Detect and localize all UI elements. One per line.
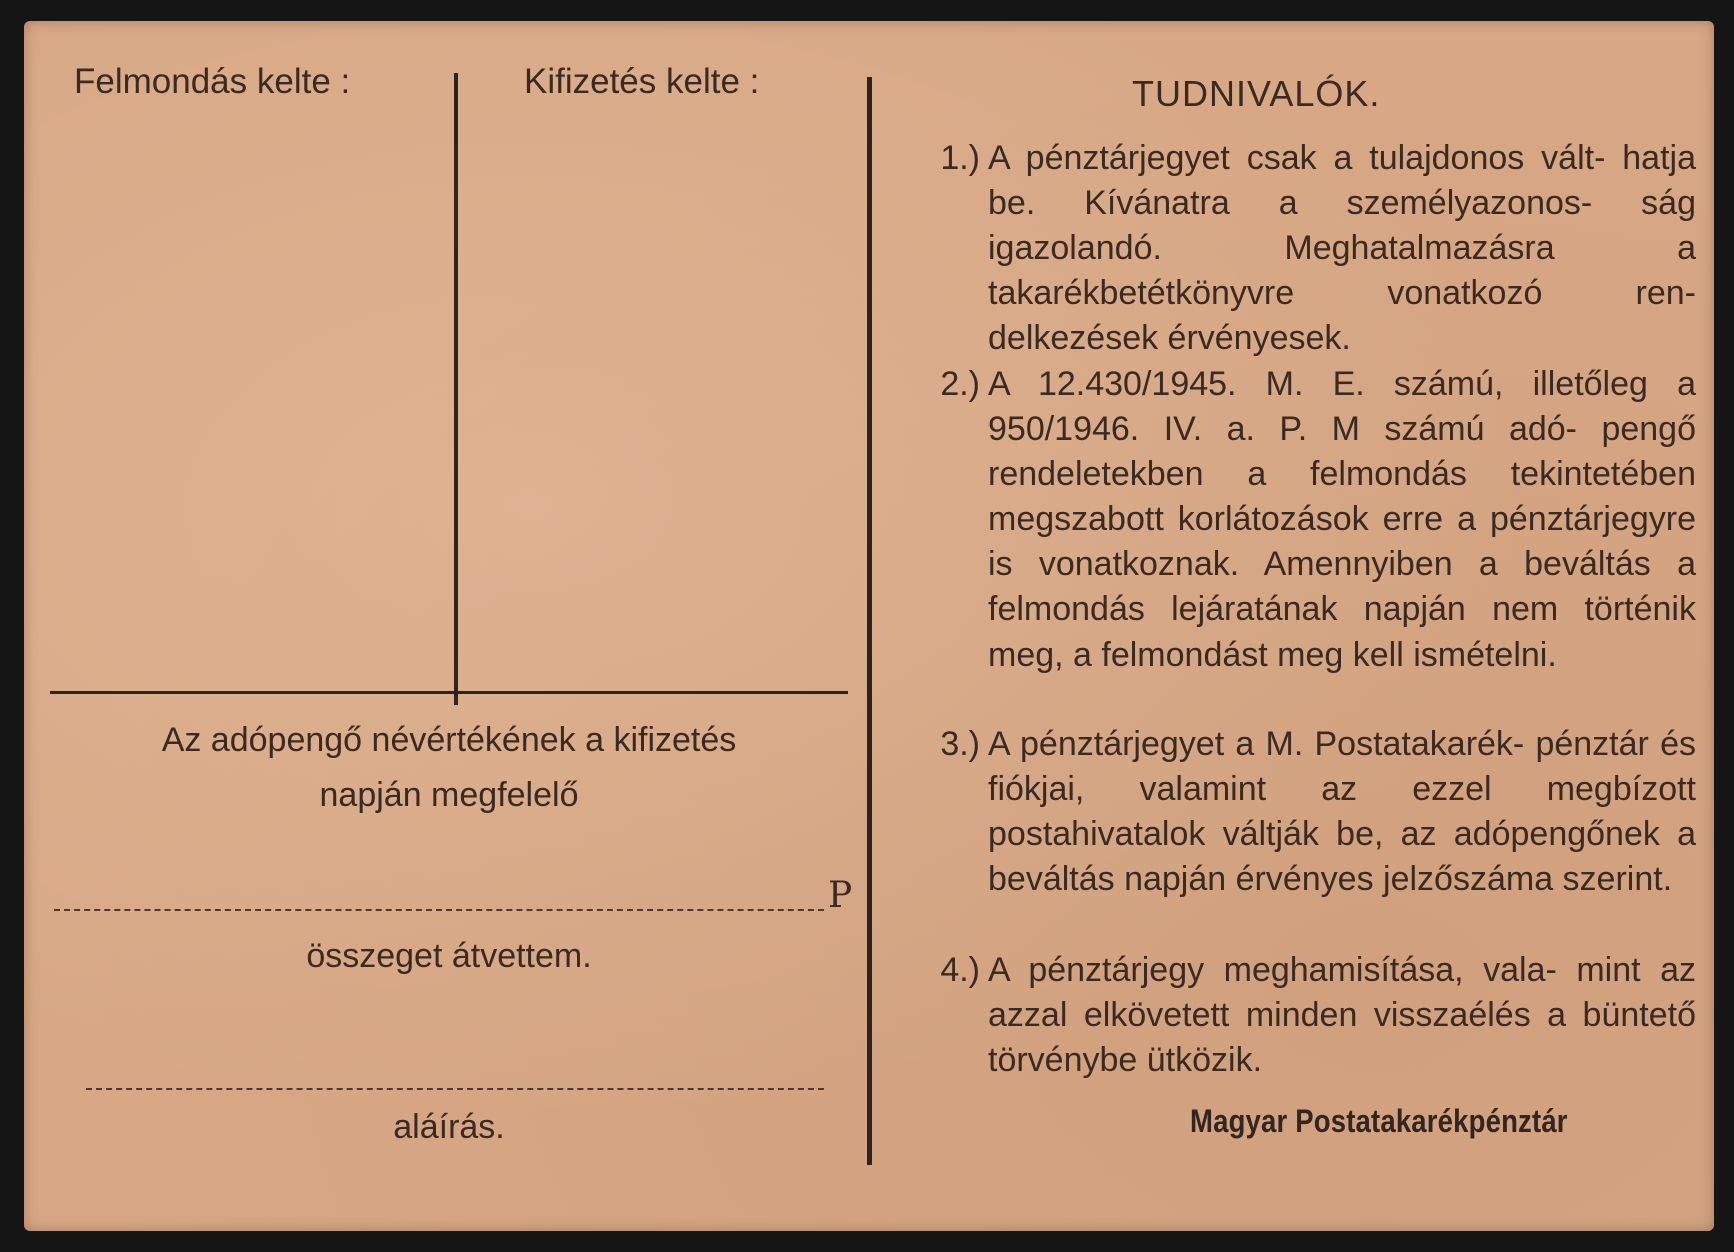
date-section-bottom-rule xyxy=(50,691,848,694)
left-date-divider xyxy=(454,73,458,705)
received-text: összeget átvettem. xyxy=(306,937,592,975)
signature-fill-line xyxy=(86,1088,824,1090)
notice-item-2 xyxy=(902,362,1696,722)
currency-symbol: P xyxy=(828,875,853,916)
felmondas-date-label: Felmondás kelte : xyxy=(74,62,351,101)
notice-item-4 xyxy=(902,948,1696,1084)
notice-item-text: A pénztárjegyet a M. Postatakarék- pénztár és fiókjai, valamint az ezzel megbízott postahivatalok váltják be, az adópengőnek a beváltás napján érvényes jelzőszáma szerint. xyxy=(988,725,1696,899)
main-column-divider xyxy=(867,77,872,1165)
notice-item-1 xyxy=(902,136,1696,362)
amount-text-line2: napján megfelelő xyxy=(319,776,579,814)
pay-slip-back-side xyxy=(24,21,1714,1231)
notice-item-number: 4.) xyxy=(940,951,980,989)
notice-item-text: A pénztárjegyet csak a tulajdonos vált- hatja be. Kívánatra a személyazonos- ság igazolandó. Meghatalmazásra a takarékbetétkönyvre vonatkozó ren- delkezések érvényesek. xyxy=(988,139,1696,358)
amount-text-line1: Az adópengő névértékének a kifizetés xyxy=(161,721,737,759)
notice-item-number: 3.) xyxy=(940,725,980,763)
issuer-name: Magyar Postatakarékpénztár xyxy=(1190,1103,1568,1139)
notice-item-text: A 12.430/1945. M. E. számú, illetőleg a 950/1946. IV. a. P. M számú adó- pengő rendeletekben a felmondás tekintetében megszabott korlátozások erre a pénztárjegyre is vonatkoznak. Amennyiben a beváltás a felmondás lejáratának napján nem történik meg, a felmondást meg kell ismételni. xyxy=(988,365,1696,674)
signature-label: aláírás. xyxy=(393,1108,505,1146)
kifizetes-date-label: Kifizetés kelte : xyxy=(524,62,760,101)
amount-fill-line xyxy=(54,909,824,911)
notice-item-3 xyxy=(902,722,1696,948)
notice-item-text: A pénztárjegy meghamisítása, vala- mint az azzal elkövetett minden visszaélés a büntető törvénybe ütközik. xyxy=(988,951,1696,1080)
notice-item-number: 2.) xyxy=(940,365,980,403)
notice-item-number: 1.) xyxy=(940,139,980,177)
notice-title: TUDNIVALÓK. xyxy=(1132,73,1381,114)
